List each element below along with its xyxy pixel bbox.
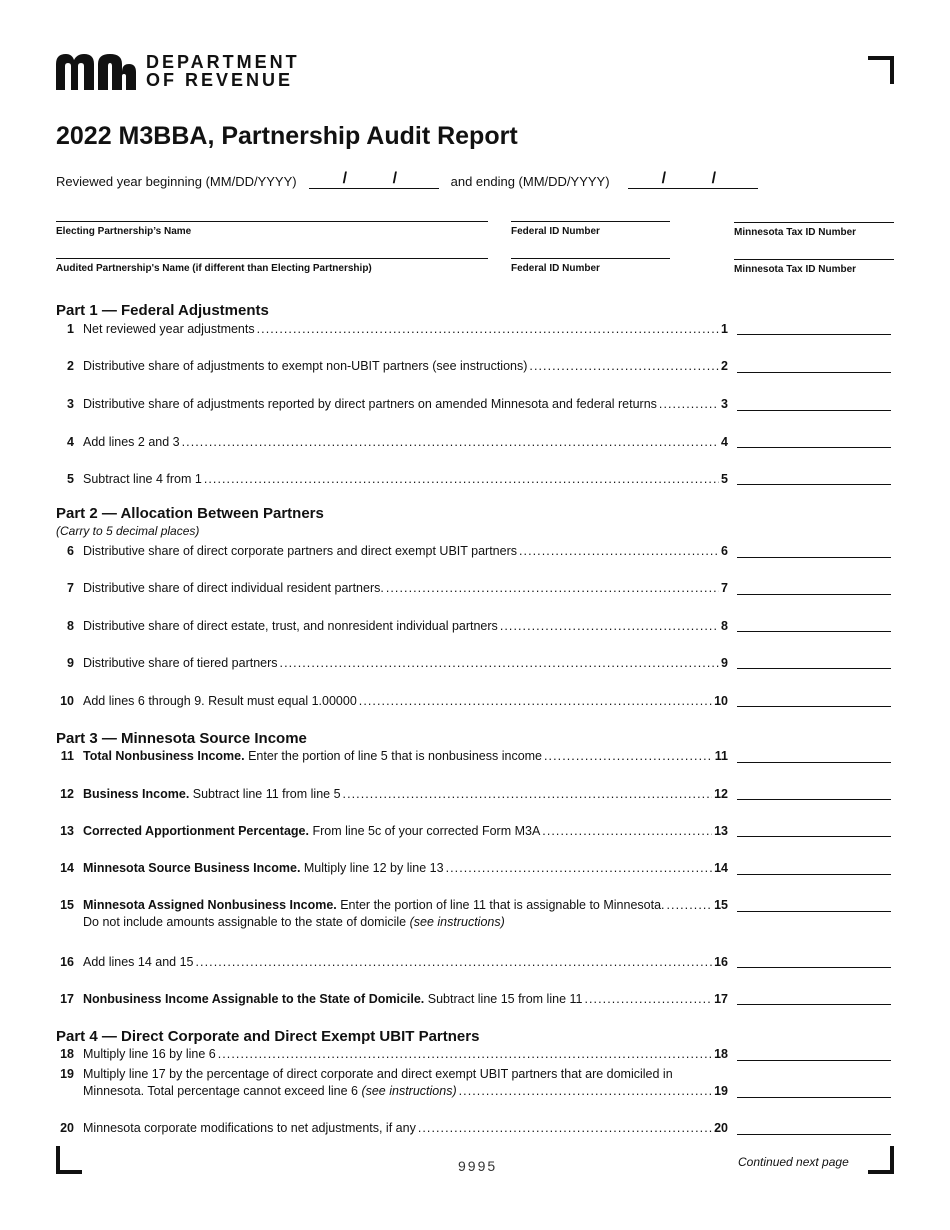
- line-16: [56, 955, 728, 969]
- leader-dots: [182, 435, 719, 449]
- line-9: [56, 656, 728, 670]
- line-19-amount[interactable]: [737, 1096, 891, 1098]
- line-number: 15: [60, 898, 74, 912]
- leader-dots: [659, 397, 719, 411]
- line-6: [56, 544, 728, 558]
- line-ref: 5: [721, 472, 728, 486]
- year-beginning-field[interactable]: [309, 170, 439, 189]
- line-number: 11: [60, 749, 74, 763]
- line-text: Distributive share of direct individual resident partners.: [83, 581, 384, 595]
- line-11: [56, 749, 728, 763]
- line-2: [56, 359, 728, 373]
- line-17-amount[interactable]: [737, 1003, 891, 1005]
- line-16-amount[interactable]: [737, 966, 891, 968]
- line-7-amount[interactable]: [737, 593, 891, 595]
- line-description: [83, 544, 517, 558]
- line-4-amount[interactable]: [737, 446, 891, 448]
- line-number: 7: [67, 581, 74, 595]
- line-number: 5: [67, 472, 74, 486]
- line-bold-label: Total Nonbusiness Income.: [83, 749, 245, 763]
- line-ref: 10: [714, 694, 728, 708]
- line-description: [83, 359, 527, 373]
- line-number: 9: [67, 656, 74, 670]
- line-description: [83, 898, 665, 912]
- part-3-heading: Part 3 — Minnesota Source Income: [56, 730, 307, 747]
- line-text: Subtract line 4 from 1: [83, 472, 202, 486]
- leader-dots: [667, 898, 713, 912]
- line-text: Subtract line 15 from line 11: [424, 992, 583, 1006]
- form-number: 9995: [458, 1158, 498, 1174]
- mn-tax-id-label: Minnesota Tax ID Number: [734, 264, 857, 275]
- line-number: 1: [67, 322, 74, 336]
- line-number: 2: [67, 359, 74, 373]
- line-18: [56, 1047, 728, 1061]
- line-ref: 11: [714, 749, 728, 763]
- line-number: 20: [60, 1121, 74, 1135]
- line-3-amount[interactable]: [737, 409, 891, 411]
- leader-dots: [257, 322, 719, 336]
- electing-partnership-name-field[interactable]: [56, 221, 488, 237]
- line-text: Distributive share of direct corporate partners and direct exempt UBIT partners: [83, 544, 517, 558]
- line-17: [56, 992, 728, 1006]
- line-text: Add lines 14 and 15: [83, 955, 194, 969]
- line-20-amount[interactable]: [737, 1133, 891, 1135]
- part-2-subtitle: (Carry to 5 decimal places): [56, 524, 200, 538]
- line-description: [83, 694, 357, 708]
- line-description: [83, 1047, 216, 1061]
- line-19: [56, 1067, 728, 1081]
- line-text: Distributive share of direct estate, trust, and nonresident individual partners: [83, 619, 498, 633]
- line-ref: 1: [721, 322, 728, 336]
- federal-id-field-2[interactable]: [511, 258, 670, 274]
- line-15-text-2: Do not include amounts assignable to the state of domicile: [83, 915, 410, 929]
- part-2-heading: Part 2 — Allocation Between Partners: [56, 505, 324, 522]
- audited-partnership-name-label: Audited Partnership's Name (if different than Electing Partnership): [56, 263, 372, 274]
- line-description: [83, 397, 657, 411]
- date-slash: /: [342, 170, 348, 187]
- year-beginning-label: Reviewed year beginning (MM/DD/YYYY): [56, 174, 297, 189]
- line-number: 14: [60, 861, 74, 875]
- line-ref: 19: [714, 1084, 728, 1098]
- audited-partnership-name-field[interactable]: [56, 258, 488, 274]
- federal-id-field-1[interactable]: [511, 221, 670, 237]
- line-number: 6: [67, 544, 74, 558]
- line-description: [83, 1121, 416, 1135]
- minnesota-logo-icon: [56, 52, 136, 90]
- line-text: From line 5c of your corrected Form M3A: [308, 824, 541, 838]
- line-ref: 2: [721, 359, 728, 373]
- mn-tax-id-label: Minnesota Tax ID Number: [734, 227, 857, 238]
- reviewed-year-row: [56, 170, 770, 189]
- line-text: Enter the portion of line 5 that is nonbusiness income: [244, 749, 543, 763]
- line-ref: 6: [721, 544, 728, 558]
- line-10-amount[interactable]: [737, 705, 891, 707]
- mn-tax-id-field-2[interactable]: [734, 259, 894, 275]
- line-number: 12: [60, 787, 74, 801]
- line-text: Subtract line 11 from line 5: [189, 787, 341, 801]
- line-description: [83, 1084, 457, 1098]
- continued-note: Continued next page: [738, 1155, 849, 1169]
- line-ref: 14: [714, 861, 728, 875]
- line-description: [83, 749, 542, 763]
- leader-dots: [542, 824, 712, 838]
- line-7: [56, 581, 728, 595]
- leader-dots: [343, 787, 713, 801]
- leader-dots: [280, 656, 720, 670]
- electing-partnership-name-label: Electing Partnership’s Name: [56, 226, 192, 237]
- line-bold-label: Nonbusiness Income Assignable to the State of Domicile.: [83, 992, 425, 1006]
- line-text: Add lines 6 through 9. Result must equal 1.00000: [83, 694, 357, 708]
- line-number: 17: [60, 992, 74, 1006]
- line-description: [83, 472, 202, 486]
- line-number: 18: [60, 1047, 74, 1061]
- line-13: [56, 824, 728, 838]
- line-ref: 20: [714, 1121, 728, 1135]
- line-8-amount[interactable]: [737, 630, 891, 632]
- leader-dots: [500, 619, 719, 633]
- part-1-heading: Part 1 — Federal Adjustments: [56, 302, 269, 319]
- leader-dots: [529, 359, 719, 373]
- corner-mark-bottom-right: [868, 1146, 894, 1174]
- line-text: Distributive share of tiered partners: [83, 656, 278, 670]
- line-4: [56, 435, 728, 449]
- line-description: [83, 322, 255, 336]
- federal-id-label: Federal ID Number: [511, 263, 600, 274]
- line-6-amount[interactable]: [737, 556, 891, 558]
- mn-tax-id-field-1[interactable]: [734, 222, 894, 238]
- dept-line-2: OF REVENUE: [146, 70, 294, 90]
- line-ref: 18: [714, 1047, 728, 1061]
- leader-dots: [386, 581, 719, 595]
- line-8: [56, 619, 728, 633]
- part-4-heading: Part 4 — Direct Corporate and Direct Exempt UBIT Partners: [56, 1028, 480, 1045]
- line-15-continuation: [83, 915, 505, 929]
- line-15-see-instructions: (see instructions): [409, 915, 505, 929]
- line-description: [83, 992, 582, 1006]
- line-2-amount[interactable]: [737, 371, 891, 373]
- corner-mark-top-right: [868, 56, 894, 84]
- line-description: [83, 581, 384, 595]
- year-ending-field[interactable]: [628, 170, 758, 189]
- leader-dots: [196, 955, 713, 969]
- line-12: [56, 787, 728, 801]
- line-number: 16: [60, 955, 74, 969]
- line-1-amount[interactable]: [737, 333, 891, 335]
- line-5-amount[interactable]: [737, 483, 891, 485]
- line-ref: 8: [721, 619, 728, 633]
- line-description: [83, 861, 444, 875]
- line-number: 13: [60, 824, 74, 838]
- leader-dots: [218, 1047, 712, 1061]
- corner-mark-bottom-left: [56, 1146, 82, 1174]
- department-name: [146, 53, 300, 89]
- line-bold-label: Minnesota Source Business Income.: [83, 861, 301, 875]
- line-number: 4: [67, 435, 74, 449]
- line-19-see-instructions: (see instructions): [361, 1084, 457, 1098]
- date-slash: /: [711, 170, 717, 187]
- line-text: Distributive share of adjustments to exempt non-UBIT partners (see instructions): [83, 359, 528, 373]
- line-number: 19: [60, 1067, 74, 1081]
- line-19-continuation: [56, 1084, 728, 1098]
- line-20: [56, 1121, 728, 1135]
- line-13-amount[interactable]: [737, 835, 891, 837]
- line-9-amount[interactable]: [737, 667, 891, 669]
- line-15-amount[interactable]: [737, 910, 891, 912]
- line-11-amount[interactable]: [737, 761, 891, 763]
- line-text: Enter the portion of line 11 that is assignable to Minnesota.: [336, 898, 665, 912]
- line-ref: 4: [721, 435, 728, 449]
- line-description: [83, 787, 341, 801]
- line-text: Net reviewed year adjustments: [83, 322, 255, 336]
- leader-dots: [359, 694, 712, 708]
- form-title: 2022 M3BBA, Partnership Audit Report: [56, 122, 518, 150]
- line-14: [56, 861, 728, 875]
- leader-dots: [519, 544, 719, 558]
- federal-id-label: Federal ID Number: [511, 226, 600, 237]
- line-ref: 17: [714, 992, 728, 1006]
- line-ref: 7: [721, 581, 728, 595]
- dept-line-1: DEPARTMENT: [146, 52, 300, 72]
- line-ref: 12: [714, 787, 728, 801]
- leader-dots: [446, 861, 713, 875]
- line-3: [56, 397, 728, 411]
- line-ref: 16: [714, 955, 728, 969]
- line-ref: 3: [721, 397, 728, 411]
- line-text: Minnesota corporate modifications to net adjustments, if any: [83, 1121, 416, 1135]
- line-12-amount[interactable]: [737, 798, 891, 800]
- leader-dots: [418, 1121, 712, 1135]
- line-text: Multiply line 17 by the percentage of direct corporate and direct exempt UBIT partners that are domiciled in: [83, 1067, 673, 1081]
- line-bold-label: Corrected Apportionment Percentage.: [83, 824, 309, 838]
- line-description: [83, 619, 498, 633]
- line-description: [83, 435, 180, 449]
- line-18-amount[interactable]: [737, 1059, 891, 1061]
- line-description: [83, 824, 540, 838]
- line-number: 8: [67, 619, 74, 633]
- line-ref: 13: [714, 824, 728, 838]
- line-15: [56, 898, 728, 912]
- line-text: Multiply line 12 by line 13: [300, 861, 444, 875]
- line-ref: 15: [714, 898, 728, 912]
- line-text: Distributive share of adjustments reported by direct partners on amended Minnesota and federal returns: [83, 397, 657, 411]
- line-14-amount[interactable]: [737, 873, 891, 875]
- line-text: Multiply line 16 by line 6: [83, 1047, 216, 1061]
- line-bold-label: Minnesota Assigned Nonbusiness Income.: [83, 898, 337, 912]
- line-description: [83, 656, 278, 670]
- date-slash: /: [661, 170, 667, 187]
- line-ref: 9: [721, 656, 728, 670]
- leader-dots: [544, 749, 713, 763]
- leader-dots: [459, 1084, 712, 1098]
- line-10: [56, 694, 728, 708]
- line-number: 3: [67, 397, 74, 411]
- leader-dots: [584, 992, 712, 1006]
- date-slash: /: [392, 170, 398, 187]
- line-19-text-2: Minnesota. Total percentage cannot exceed line 6: [83, 1084, 362, 1098]
- line-description: [83, 955, 194, 969]
- line-description: [83, 1067, 673, 1081]
- leader-dots: [204, 472, 719, 486]
- year-ending-label: and ending (MM/DD/YYYY): [450, 174, 610, 189]
- line-text: Add lines 2 and 3: [83, 435, 180, 449]
- line-1: [56, 322, 728, 336]
- line-5: [56, 472, 728, 486]
- line-number: 10: [60, 694, 74, 708]
- department-logo: [56, 52, 300, 90]
- line-bold-label: Business Income.: [83, 787, 190, 801]
